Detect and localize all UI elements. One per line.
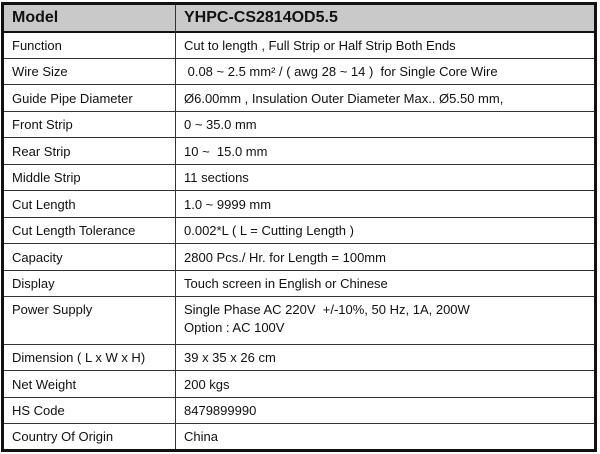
row-value-capacity: 2800 Pcs./ Hr. for Length = 100mm [176,244,594,271]
row-value-display: Touch screen in English or Chinese [176,271,594,297]
row-label-guide-pipe: Guide Pipe Diameter [4,85,176,112]
row-label-power-supply: Power Supply [4,297,176,345]
power-supply-line-1: Single Phase AC 220V +/-10%, 50 Hz, 1A, 200W [184,302,470,317]
row-label-front-strip: Front Strip [4,112,176,138]
row-value-function: Cut to length , Full Strip or Half Strip Both Ends [176,33,594,59]
row-label-wire-size: Wire Size [4,59,176,85]
header-label: Model [4,5,176,33]
row-value-power-supply [176,297,594,345]
row-value-tolerance: 0.002*L ( L = Cutting Length ) [176,218,594,244]
row-label-rear-strip: Rear Strip [4,138,176,165]
row-value-cut-length: 1.0 ~ 9999 mm [176,191,594,218]
row-value-dimension: 39 x 35 x 26 cm [176,345,594,371]
row-value-guide-pipe: Ø6.00mm , Insulation Outer Diameter Max.. Ø5.50 mm, [176,85,594,112]
row-value-rear-strip: 10 ~ 15.0 mm [176,138,594,165]
row-label-middle-strip: Middle Strip [4,165,176,191]
row-value-middle-strip: 11 sections [176,165,594,191]
spec-table [1,2,597,452]
row-label-net-weight: Net Weight [4,371,176,398]
row-label-hs-code: HS Code [4,398,176,424]
power-supply-line-2: Option : AC 100V [184,320,285,335]
row-value-net-weight: 200 kgs [176,371,594,398]
row-label-capacity: Capacity [4,244,176,271]
row-label-function: Function [4,33,176,59]
row-value-wire-size: 0.08 ~ 2.5 mm² / ( awg 28 ~ 14 ) for Single Core Wire [176,59,594,85]
row-value-hs-code: 8479899990 [176,398,594,424]
row-label-country: Country Of Origin [4,424,176,449]
row-value-country: China [184,429,218,444]
row-label-dimension: Dimension ( L x W x H) [4,345,176,371]
header-model-value: YHPC-CS2814OD5.5 [176,5,594,33]
row-value-front-strip: 0 ~ 35.0 mm [176,112,594,138]
row-label-tolerance: Cut Length Tolerance [4,218,176,244]
row-label-cut-length: Cut Length [4,191,176,218]
row-label-display: Display [4,271,176,297]
